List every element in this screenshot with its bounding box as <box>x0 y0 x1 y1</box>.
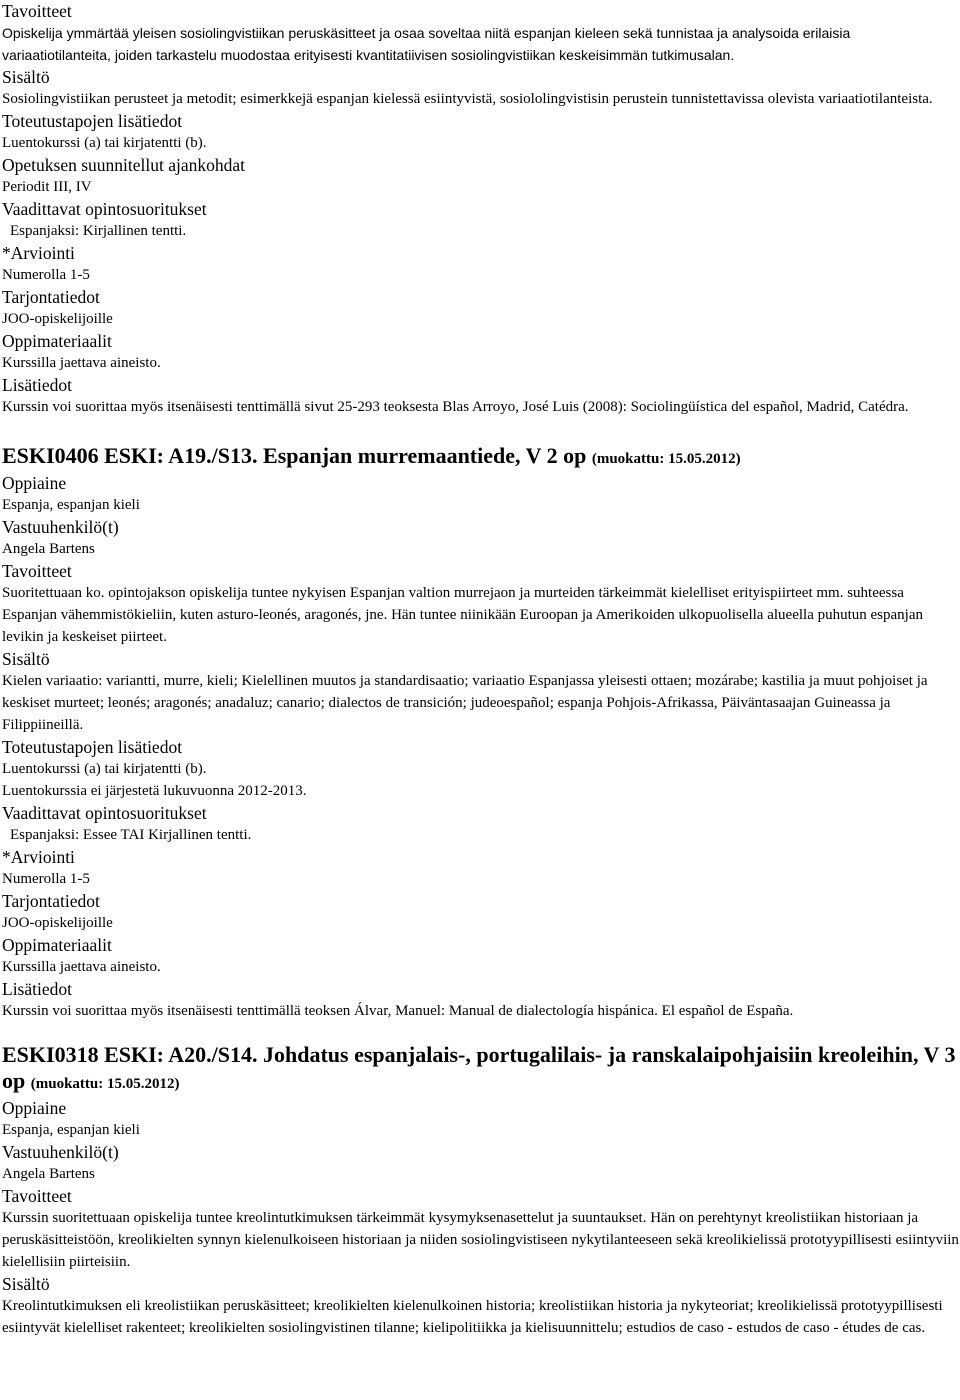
oppiaine-text: Espanja, espanjan kieli <box>2 1122 140 1138</box>
course-title-text: ESKI0406 ESKI: A19./S13. Espanjan murremaantiede, V 2 op <box>2 443 587 468</box>
modified-date: (muokattu: 15.05.2012) <box>30 1076 180 1092</box>
vaaditut-heading: Vaadittavat opintosuoritukset <box>2 199 207 219</box>
vastuu-text: Angela Bartens <box>2 1166 95 1182</box>
toteutus-text-2: Luentokurssia ei järjestetä lukuvuonna 2012-2013. <box>2 783 307 799</box>
lisatiedot-heading: Lisätiedot <box>2 979 72 999</box>
tavoitteet-text: Suoritettuaan ko. opintojakson opiskelija tuntee nykyisen Espanjan valtion murrejaon ja murteiden tärkeimmät kielelliset erityispiirteet mm. suhteessa Espanjan vähemmistökieliin, kuten asturo-leonés, aragonés, jne. Hän tuntee niinikään Euroopan ja Amerikoiden ulkopuolisella alueella puhutun espanjan levikin ja keskeiset piirteet. <box>2 585 923 645</box>
modified-date: (muokattu: 15.05.2012) <box>591 451 741 467</box>
tavoitteet-heading: Tavoitteet <box>2 1 72 21</box>
tavoitteet-text: Opiskelija ymmärtää yleisen sosiolingvistiikan peruskäsitteet ja osaa soveltaa niitä espanjan kieleen sekä tunnistaa ja analysoida erilaisia variaatiotilanteita, joiden tarkastelu muodostaa erityisesti kvantitatiivisen sosiolingvistiikan keskeisimmän tutkimusalan. <box>2 25 851 63</box>
tavoitteet-heading: Tavoitteet <box>2 561 72 581</box>
course-title <box>2 443 960 472</box>
course-title <box>2 1042 960 1097</box>
ajankohdat-heading: Opetuksen suunnitellut ajankohdat <box>2 155 246 175</box>
toteutus-heading: Toteutustapojen lisätiedot <box>2 737 183 757</box>
lisatiedot-text: Kurssin voi suorittaa myös itsenäisesti tenttimällä teoksen Álvar, Manuel: Manual de dialectología hispánica. El español de España. <box>2 1003 794 1019</box>
vastuu-heading: Vastuuhenkilö(t) <box>2 517 119 537</box>
vaaditut-text: Espanjaksi: Kirjallinen tentti. <box>10 223 187 239</box>
toteutus-text: Luentokurssi (a) tai kirjatentti (b). <box>2 135 207 151</box>
sisalto-text: Sosiolingvistiikan perusteet ja metodit; esimerkkejä espanjan kielessä esiintyvistä, sosiololingvistisin perustein tunnistettavissa olevista variaatiotilanteista. <box>2 91 933 107</box>
arviointi-heading: *Arviointi <box>2 847 75 867</box>
arviointi-text: Numerolla 1-5 <box>2 871 90 887</box>
oppiaine-text: Espanja, espanjan kieli <box>2 497 140 513</box>
toteutus-heading: Toteutustapojen lisätiedot <box>2 111 183 131</box>
materiaalit-heading: Oppimateriaalit <box>2 331 112 351</box>
oppiaine-heading: Oppiaine <box>2 1098 67 1118</box>
tarjonta-heading: Tarjontatiedot <box>2 891 100 911</box>
sisalto-heading: Sisältö <box>2 67 50 87</box>
vaaditut-text: Espanjaksi: Essee TAI Kirjallinen tentti. <box>10 827 252 843</box>
arviointi-text: Numerolla 1-5 <box>2 267 90 283</box>
course-block-eski0406 <box>2 443 960 1022</box>
sisalto-text: Kielen variaatio: variantti, murre, kieli; Kielellinen muutos ja standardisaatio; variaatio Espanjassa yleisesti ottaen; mozárabe; kastilia ja muut pohjoiset ja keskiset murteet; leonés; aragonés; anadaluz; canario; dialectos de transición; judeoespañol; espanja Pohjois-Afrikassa, Päiväntasaajan Guineassa ja Filippiineillä. <box>2 673 928 733</box>
tavoitteet-heading: Tavoitteet <box>2 1186 72 1206</box>
oppiaine-heading: Oppiaine <box>2 473 67 493</box>
tavoitteet-text: Kurssin suoritettuaan opiskelija tuntee kreolintutkimuksen tärkeimmät kysymyksenasettelut ja suuntaukset. Hän on perehtynyt kreolistiikan historiaan ja peruskäsitteistöön, kreolikielten synnyn kielenulkoiseen historiaan ja niiden sosiolingvistiseen nykytilanteeseen sekä kreolikielissä prototyypillisesti esiintyviin kielellisiin piirteisiin. <box>2 1210 959 1270</box>
tarjonta-text: JOO-opiskelijoille <box>2 915 113 931</box>
lisatiedot-text: Kurssin voi suorittaa myös itsenäisesti tenttimällä sivut 25-293 teoksesta Blas Arroyo, José Luis (2008): Sociolingüística del español, Madrid, Catédra. <box>2 399 909 415</box>
arviointi-heading: *Arviointi <box>2 243 75 263</box>
materiaalit-heading: Oppimateriaalit <box>2 935 112 955</box>
tarjonta-heading: Tarjontatiedot <box>2 287 100 307</box>
vaaditut-heading: Vaadittavat opintosuoritukset <box>2 803 207 823</box>
sisalto-text: Kreolintutkimuksen eli kreolistiikan peruskäsitteet; kreolikielten kielenulkoinen historia; kreolistiikan historia ja nykyteoriat; kreolikielissä prototyypillisesti esiintyvät kielelliset rakenteet; kreolikielten sosiolingvistinen tilanne; kielipolitiikka ja kielisuunnittelu; estudios de caso - estudos de caso - études de cas. <box>2 1298 943 1336</box>
ajankohdat-text: Periodit III, IV <box>2 179 92 195</box>
lisatiedot-heading: Lisätiedot <box>2 375 72 395</box>
sisalto-heading: Sisältö <box>2 649 50 669</box>
course-title-text: ESKI0318 ESKI: A20./S14. Johdatus espanjalais-, portugalilais- ja ranskalaipohjaisiin kreoleihin, V 3 op <box>2 1042 956 1093</box>
sisalto-heading: Sisältö <box>2 1274 50 1294</box>
materiaalit-text: Kurssilla jaettava aineisto. <box>2 355 161 371</box>
materiaalit-text: Kurssilla jaettava aineisto. <box>2 959 161 975</box>
toteutus-text: Luentokurssi (a) tai kirjatentti (b). <box>2 761 207 777</box>
vastuu-heading: Vastuuhenkilö(t) <box>2 1142 119 1162</box>
course-block-sociolinguistics <box>2 0 960 418</box>
vastuu-text: Angela Bartens <box>2 541 95 557</box>
course-block-eski0318 <box>2 1042 960 1339</box>
tarjonta-text: JOO-opiskelijoille <box>2 311 113 327</box>
